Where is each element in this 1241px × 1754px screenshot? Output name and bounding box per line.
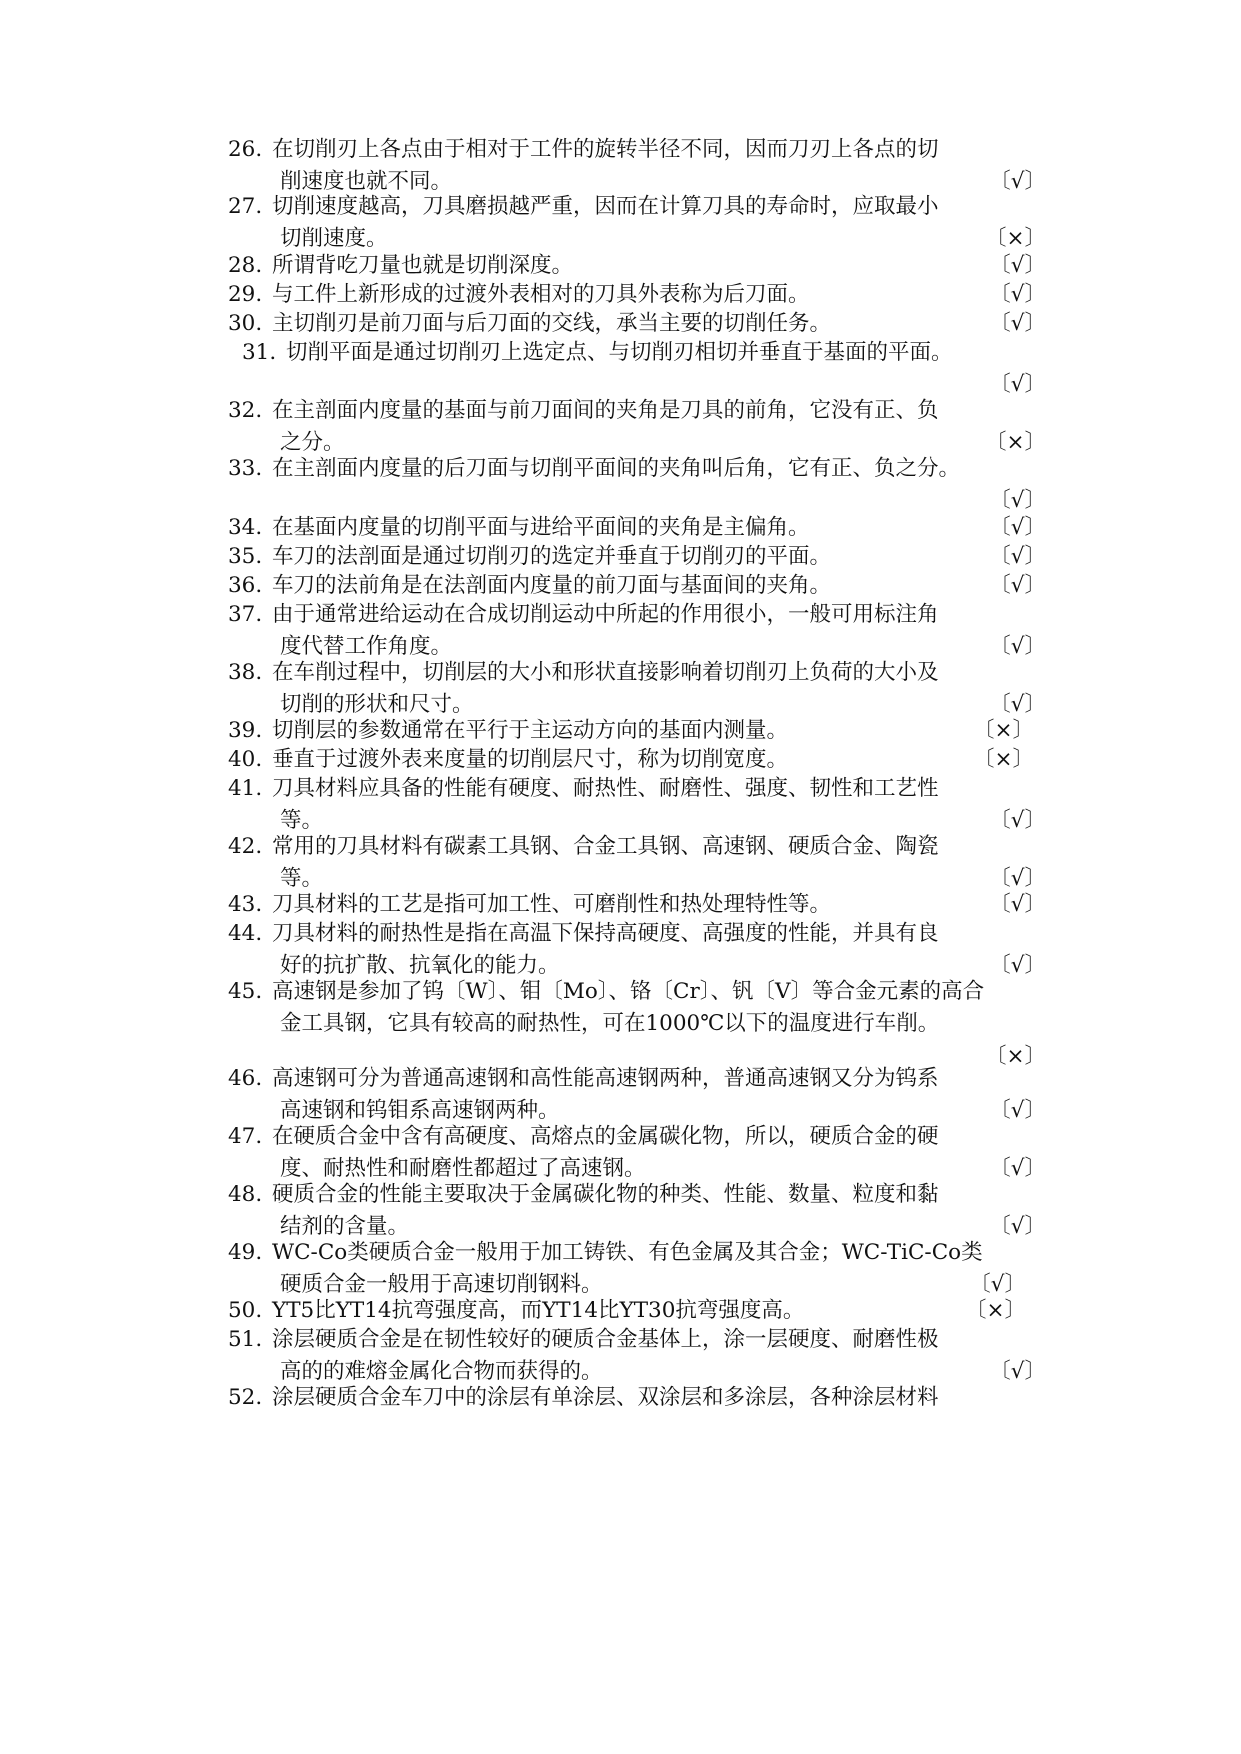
answer-mark: 〔√〕 bbox=[989, 866, 1046, 892]
question-line bbox=[228, 1121, 1054, 1153]
question-item bbox=[228, 191, 1054, 256]
question-number: 47. bbox=[228, 1124, 263, 1149]
answer-mark: 〔√〕 bbox=[989, 1156, 1046, 1182]
answer-mark: 〔√〕 bbox=[989, 808, 1046, 834]
question-text: 车刀的法前角是在法剖面内度量的前刀面与基面间的夹角。 bbox=[272, 573, 832, 598]
question-item bbox=[228, 1295, 1054, 1327]
question-number: 48. bbox=[228, 1182, 263, 1207]
answer-mark: 〔√〕 bbox=[989, 892, 1046, 917]
question-item bbox=[228, 976, 1054, 1073]
question-text: YT5比YT14抗弯强度高，而YT14比YT30抗弯强度高。 bbox=[272, 1298, 805, 1323]
question-text: 等。 bbox=[280, 808, 324, 834]
question-line bbox=[228, 191, 1054, 223]
question-line bbox=[228, 308, 1054, 340]
question-text: 结剂的含量。 bbox=[280, 1214, 410, 1240]
question-text: 硬质合金的性能主要取决于金属碳化物的种类、性能、数量、粒度和黏 bbox=[272, 1182, 939, 1207]
answer-mark: 〔√〕 bbox=[989, 1359, 1046, 1385]
question-number: 45. bbox=[228, 979, 263, 1004]
question-line bbox=[228, 976, 1054, 1008]
question-line bbox=[228, 1179, 1054, 1211]
question-line bbox=[228, 134, 1054, 166]
question-number: 36. bbox=[228, 573, 263, 598]
question-line bbox=[228, 831, 1054, 863]
question-number: 38. bbox=[228, 660, 263, 685]
question-line bbox=[228, 453, 1054, 485]
question-item bbox=[228, 715, 1054, 747]
question-text: 涂层硬质合金是在韧性较好的硬质合金基体上，涂一层硬度、耐磨性极 bbox=[272, 1327, 939, 1352]
question-item bbox=[228, 1179, 1054, 1244]
question-item bbox=[228, 134, 1054, 199]
question-line bbox=[228, 1324, 1054, 1356]
question-text: 主切削刃是前刀面与后刀面的交线，承当主要的切削任务。 bbox=[272, 311, 832, 336]
question-text: 等。 bbox=[280, 866, 324, 892]
question-item bbox=[228, 453, 1054, 518]
question-number: 29. bbox=[228, 282, 263, 307]
question-line bbox=[228, 889, 1054, 921]
question-line bbox=[228, 918, 1054, 950]
question-line bbox=[228, 1237, 1054, 1269]
question-number: 39. bbox=[228, 718, 263, 743]
question-item bbox=[228, 773, 1054, 838]
answer-mark: 〔√〕 bbox=[989, 488, 1046, 514]
question-text: 切削速度越高，刀具磨损越严重，因而在计算刀具的寿命时，应取最小 bbox=[272, 194, 939, 219]
question-item bbox=[228, 308, 1054, 340]
question-line bbox=[228, 657, 1054, 689]
answer-mark: 〔√〕 bbox=[989, 953, 1046, 979]
question-text: 度代替工作角度。 bbox=[280, 634, 453, 660]
answer-mark: 〔√〕 bbox=[989, 515, 1046, 540]
question-item bbox=[228, 570, 1054, 602]
question-text: 金工具钢，它具有较高的耐热性，可在1000℃以下的温度进行车削。 bbox=[280, 1011, 940, 1037]
question-text: 削速度也就不同。 bbox=[280, 169, 453, 195]
question-text: 车刀的法剖面是通过切削刃的选定并垂直于切削刃的平面。 bbox=[272, 544, 832, 569]
answer-mark: 〔×〕 bbox=[972, 747, 1034, 772]
question-item bbox=[228, 1063, 1054, 1128]
question-text: 在车削过程中，切削层的大小和形状直接影响着切削刃上负荷的大小及 bbox=[272, 660, 939, 685]
question-item bbox=[228, 279, 1054, 311]
question-item bbox=[228, 657, 1054, 722]
question-text: 在硬质合金中含有高硬度、高熔点的金属碳化物，所以，硬质合金的硬 bbox=[272, 1124, 939, 1149]
question-continuation-line bbox=[228, 1008, 1054, 1040]
question-text: 切削层的参数通常在平行于主运动方向的基面内测量。 bbox=[272, 718, 789, 743]
question-text: WC-Co类硬质合金一般用于加工铸铁、有色金属及其合金；WC-TiC-Co类 bbox=[272, 1240, 983, 1265]
question-item bbox=[228, 1237, 1054, 1302]
question-item bbox=[228, 250, 1054, 282]
question-text: 高速钢可分为普通高速钢和高性能高速钢两种，普通高速钢又分为钨系 bbox=[272, 1066, 939, 1091]
answer-mark: 〔√〕 bbox=[989, 1214, 1046, 1240]
question-text: 由于通常进给运动在合成切削运动中所起的作用很小，一般可用标注角 bbox=[272, 602, 939, 627]
question-text: 高速钢是参加了钨〔W〕、钼〔Mo〕、铬〔Cr〕、钒〔V〕等合金元素的高合 bbox=[272, 979, 985, 1004]
question-line bbox=[228, 279, 1054, 311]
question-number: 26. bbox=[228, 137, 263, 162]
question-item bbox=[228, 889, 1054, 921]
question-text: 切削速度。 bbox=[280, 226, 388, 252]
question-text: 刀具材料的工艺是指可加工性、可磨削性和热处理特性等。 bbox=[272, 892, 832, 917]
question-line bbox=[228, 1063, 1054, 1095]
question-item bbox=[228, 744, 1054, 776]
question-text: 高的的难熔金属化合物而获得的。 bbox=[280, 1359, 603, 1385]
question-number: 35. bbox=[228, 544, 263, 569]
question-line bbox=[228, 512, 1054, 544]
question-line bbox=[228, 250, 1054, 282]
question-item bbox=[228, 831, 1054, 896]
question-text: 之分。 bbox=[280, 430, 345, 456]
question-number: 50. bbox=[228, 1298, 263, 1323]
question-item bbox=[228, 395, 1054, 460]
answer-mark: 〔√〕 bbox=[989, 311, 1046, 336]
answer-mark: 〔√〕 bbox=[989, 692, 1046, 718]
question-number: 49. bbox=[228, 1240, 263, 1265]
question-number: 31. bbox=[242, 340, 277, 365]
question-text: 切削的形状和尺寸。 bbox=[280, 692, 474, 718]
question-text: 高速钢和钨钼系高速钢两种。 bbox=[280, 1098, 560, 1124]
question-line bbox=[228, 773, 1054, 805]
question-text: 与工件上新形成的过渡外表相对的刀具外表称为后刀面。 bbox=[272, 282, 810, 307]
question-line bbox=[242, 337, 1054, 369]
question-number: 32. bbox=[228, 398, 263, 423]
answer-mark: 〔√〕 bbox=[989, 634, 1046, 660]
question-text: 好的抗扩散、抗氧化的能力。 bbox=[280, 953, 560, 979]
question-item bbox=[228, 541, 1054, 573]
question-number: 30. bbox=[228, 311, 263, 336]
question-line bbox=[228, 1295, 1054, 1327]
answer-mark: 〔√〕 bbox=[989, 282, 1046, 307]
answer-mark: 〔×〕 bbox=[984, 226, 1046, 252]
question-item bbox=[228, 337, 1054, 402]
question-text: 硬质合金一般用于高速切削钢料。 bbox=[280, 1272, 603, 1298]
question-number: 41. bbox=[228, 776, 263, 801]
question-text: 垂直于过渡外表来度量的切削层尺寸，称为切削宽度。 bbox=[272, 747, 789, 772]
question-number: 46. bbox=[228, 1066, 263, 1091]
question-line bbox=[228, 570, 1054, 602]
question-item bbox=[228, 918, 1054, 983]
question-item bbox=[228, 1324, 1054, 1389]
question-text: 切削平面是通过切削刃上选定点、与切削刃相切并垂直于基面的平面。 bbox=[286, 340, 953, 365]
question-number: 34. bbox=[228, 515, 263, 540]
question-line bbox=[228, 599, 1054, 631]
question-text: 度、耐热性和耐磨性都超过了高速钢。 bbox=[280, 1156, 646, 1182]
question-text: 常用的刀具材料有碳素工具钢、合金工具钢、高速钢、硬质合金、陶瓷 bbox=[272, 834, 939, 859]
question-text: 刀具材料应具备的性能有硬度、耐热性、耐磨性、强度、韧性和工艺性 bbox=[272, 776, 939, 801]
answer-mark: 〔√〕 bbox=[969, 1272, 1026, 1298]
question-text: 所谓背吃刀量也就是切削深度。 bbox=[272, 253, 574, 278]
question-item bbox=[228, 599, 1054, 664]
answer-mark: 〔×〕 bbox=[964, 1298, 1026, 1323]
question-item bbox=[228, 1382, 1054, 1414]
question-number: 40. bbox=[228, 747, 263, 772]
question-text: 在主剖面内度量的基面与前刀面间的夹角是刀具的前角，它没有正、负 bbox=[272, 398, 939, 423]
answer-mark: 〔√〕 bbox=[989, 253, 1046, 278]
question-text: 涂层硬质合金车刀中的涂层有单涂层、双涂层和多涂层，各种涂层材料 bbox=[272, 1385, 939, 1410]
question-number: 42. bbox=[228, 834, 263, 859]
answer-mark: 〔√〕 bbox=[989, 169, 1046, 195]
question-number: 28. bbox=[228, 253, 263, 278]
question-line bbox=[228, 395, 1054, 427]
question-number: 33. bbox=[228, 456, 263, 481]
answer-mark: 〔√〕 bbox=[989, 372, 1046, 398]
question-line bbox=[228, 715, 1054, 747]
answer-mark: 〔√〕 bbox=[989, 544, 1046, 569]
question-item bbox=[228, 1121, 1054, 1186]
question-line bbox=[228, 744, 1054, 776]
question-text: 在基面内度量的切削平面与进给平面间的夹角是主偏角。 bbox=[272, 515, 810, 540]
question-text: 在切削刃上各点由于相对于工件的旋转半径不同，因而刀刃上各点的切 bbox=[272, 137, 939, 162]
question-number: 27. bbox=[228, 194, 263, 219]
question-number: 37. bbox=[228, 602, 263, 627]
answer-mark: 〔√〕 bbox=[989, 573, 1046, 598]
answer-mark: 〔×〕 bbox=[984, 430, 1046, 456]
question-item bbox=[228, 512, 1054, 544]
question-text: 在主剖面内度量的后刀面与切削平面间的夹角叫后角，它有正、负之分。 bbox=[272, 456, 961, 481]
question-number: 43. bbox=[228, 892, 263, 917]
answer-mark: 〔√〕 bbox=[989, 1098, 1046, 1124]
question-text: 刀具材料的耐热性是指在高温下保持高硬度、高强度的性能，并具有良 bbox=[272, 921, 939, 946]
question-line bbox=[228, 1382, 1054, 1414]
question-number: 51. bbox=[228, 1327, 263, 1352]
answer-mark: 〔×〕 bbox=[972, 718, 1034, 743]
question-line bbox=[228, 541, 1054, 573]
question-number: 52. bbox=[228, 1385, 263, 1410]
answer-mark: 〔×〕 bbox=[984, 1043, 1046, 1069]
question-number: 44. bbox=[228, 921, 263, 946]
